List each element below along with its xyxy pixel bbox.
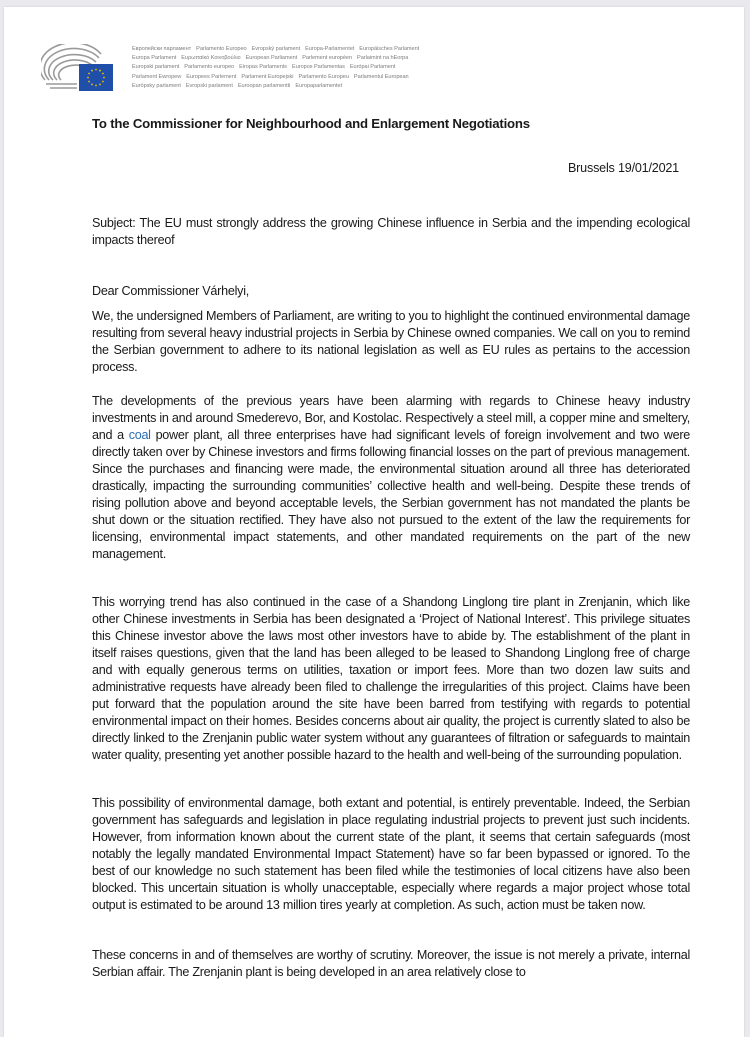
- star-icon: [91, 70, 93, 72]
- highlighted-word: coal: [128, 428, 151, 442]
- institution-names-row: [132, 45, 492, 54]
- institution-name: Evropski parlament: [185, 82, 233, 89]
- institution-name: Parlamento Europeu: [298, 73, 349, 80]
- letter-subject: Subject: The EU must strongly address the growing Chinese influence in Serbia and the impending ecological impacts thereof: [92, 216, 690, 247]
- institution-names-row: [132, 54, 492, 63]
- star-icon: [91, 84, 93, 86]
- star-icon: [99, 70, 101, 72]
- institution-names-row: [132, 73, 492, 82]
- star-icon: [103, 77, 105, 79]
- eu-flag-icon: [79, 64, 113, 91]
- institution-name: Euroopan parlamentti: [237, 82, 291, 89]
- paragraph-text: power plant, all three enterprises have had significant levels of foreign involvement and two were directly taken over by Chinese investors and firms following financial losses on the part of previous management. Since the purchases and financing were made, the environmental situation around all three has deteriorated drastically, impacting the surrounding communities’ collective health and well-being. Despite these trends of rising pollution above and beyond acceptable levels, the Serbian government has not mandated the plants be shut down or the situation rectified. They have also not pursued to the extent of the law the requirements for licensing, environmental impact statements, and other mandated requirements on the part of the new management.: [92, 428, 690, 561]
- star-icon: [102, 73, 104, 75]
- paragraph-tire-plant: This worrying trend has also continued in the case of a Shandong Linglong tire plant in Zrenjanin, which like other Chinese investments in Serbia has been designated a ‘Project of National Interest’. This privilege situates this Chinese investor above the laws most other investors have to abide by. The establishment of the plant in itself raises questions, given that the land has been alleged to be leased to Shandong Linglong free of charge and with equally generous terms on utilities, taxation or import fees. More than two dozen law suits and administrative requests have already been filed to challenge the irregularities of this project. Claims have been put forward that the population around the site have been barred from testifying with regards to potential environmental impact on their homes. Besides concerns about air quality, the project is currently slated to also be directly linked to the Zrenjanin public water system without any guarantees of filtration or safeguards to maintain water quality, presenting yet another possible hazard to the health and well-being of the surrounding population.: [92, 595, 690, 762]
- institution-name: Европейски парламент: [132, 46, 192, 52]
- institution-names-row: [132, 82, 492, 91]
- institution-name: Europa-Parlamentet: [305, 46, 355, 52]
- institution-name: Europäisches Parlament: [359, 46, 420, 52]
- paragraph-developments: [92, 393, 690, 563]
- institution-name: Parlamentul European: [353, 73, 409, 80]
- star-icon: [95, 69, 97, 71]
- institution-name: European Parliament: [245, 55, 298, 62]
- institution-name: Evropský parlament: [251, 46, 301, 52]
- institution-names-row: [132, 63, 492, 72]
- institution-names: [132, 45, 492, 91]
- institution-name: Europos Parlamentas: [292, 64, 345, 71]
- institution-name: Európai Parlament: [349, 64, 396, 71]
- institution-name: Parlamento Europeo: [196, 46, 247, 52]
- paragraph-text: The developments of the previous years have been alarming with regards to Chinese heavy industry investments in and around Smederevo, Bor, and Kostolac. Respectively a steel mill, a copper mine and smeltery, and a: [92, 394, 690, 442]
- institution-name: Parlament Europejski: [241, 73, 294, 80]
- star-icon: [102, 81, 104, 83]
- letter-salutation: Dear Commissioner Várhelyi,: [92, 284, 250, 298]
- institution-name: Eiropas Parlaments: [239, 64, 288, 71]
- hemicycle-icon: [41, 44, 127, 92]
- star-icon: [95, 85, 97, 87]
- institution-name: Europees Parlement: [186, 73, 237, 80]
- paragraph-concerns: These concerns in and of themselves are worthy of scrutiny. Moreover, the issue is not merely a private, internal Serbian affair. The Zrenjanin plant is being developed in an area relatively close to: [92, 948, 690, 979]
- institution-name: Europa Parlament: [132, 55, 177, 62]
- institution-name: Europaparlamentet: [295, 82, 343, 89]
- institution-name: Parlaimint na hEorpa: [357, 55, 409, 62]
- institution-name: Ευρωπαϊκό Κοινοβούλιο: [181, 55, 241, 62]
- paragraph-intro: We, the undersigned Members of Parliament, are writing to you to highlight the continued environmental damage resulting from several heavy industrial projects in Serbia by Chinese owned companies. We call on you to remind the Serbian government to adhere to its national legislation as well as EU rules as pertains to the accession process.: [92, 309, 690, 374]
- document-page: [4, 7, 744, 1037]
- star-icon: [88, 73, 90, 75]
- star-icon: [99, 84, 101, 86]
- institution-name: Parlamento europeo: [184, 64, 235, 71]
- paragraph-preventable: This possibility of environmental damage, both extant and potential, is entirely preventable. Indeed, the Serbian government has safeguards and legislation in place regulating industrial projects to prevent just such incidents. However, from information known about the current state of the plant, it seems that certain safeguards (most notably the legally mandated Environmental Impact Statement) have so far been bypassed or ignored. To the best of our knowledge no such statement has been filed while the testimonies of local citizens have also been blocked. This uncertain situation is wholly unacceptable, especially where regards a major project whose total output is estimated to be around 13 million tires yearly at completion. As such, action must be taken now.: [92, 796, 690, 912]
- institution-name: Parlement européen: [302, 55, 353, 62]
- institution-name: Európsky parlament: [132, 82, 181, 89]
- star-icon: [88, 81, 90, 83]
- institution-name: Parlament Ewropew: [132, 73, 182, 80]
- star-icon: [87, 77, 89, 79]
- institution-name: Europski parlament: [132, 64, 180, 71]
- european-parliament-logo: [41, 44, 127, 92]
- addressee-heading: To the Commissioner for Neighbourhood and Enlargement Negotiations: [92, 116, 530, 131]
- letter-date: Brussels 19/01/2021: [567, 161, 679, 175]
